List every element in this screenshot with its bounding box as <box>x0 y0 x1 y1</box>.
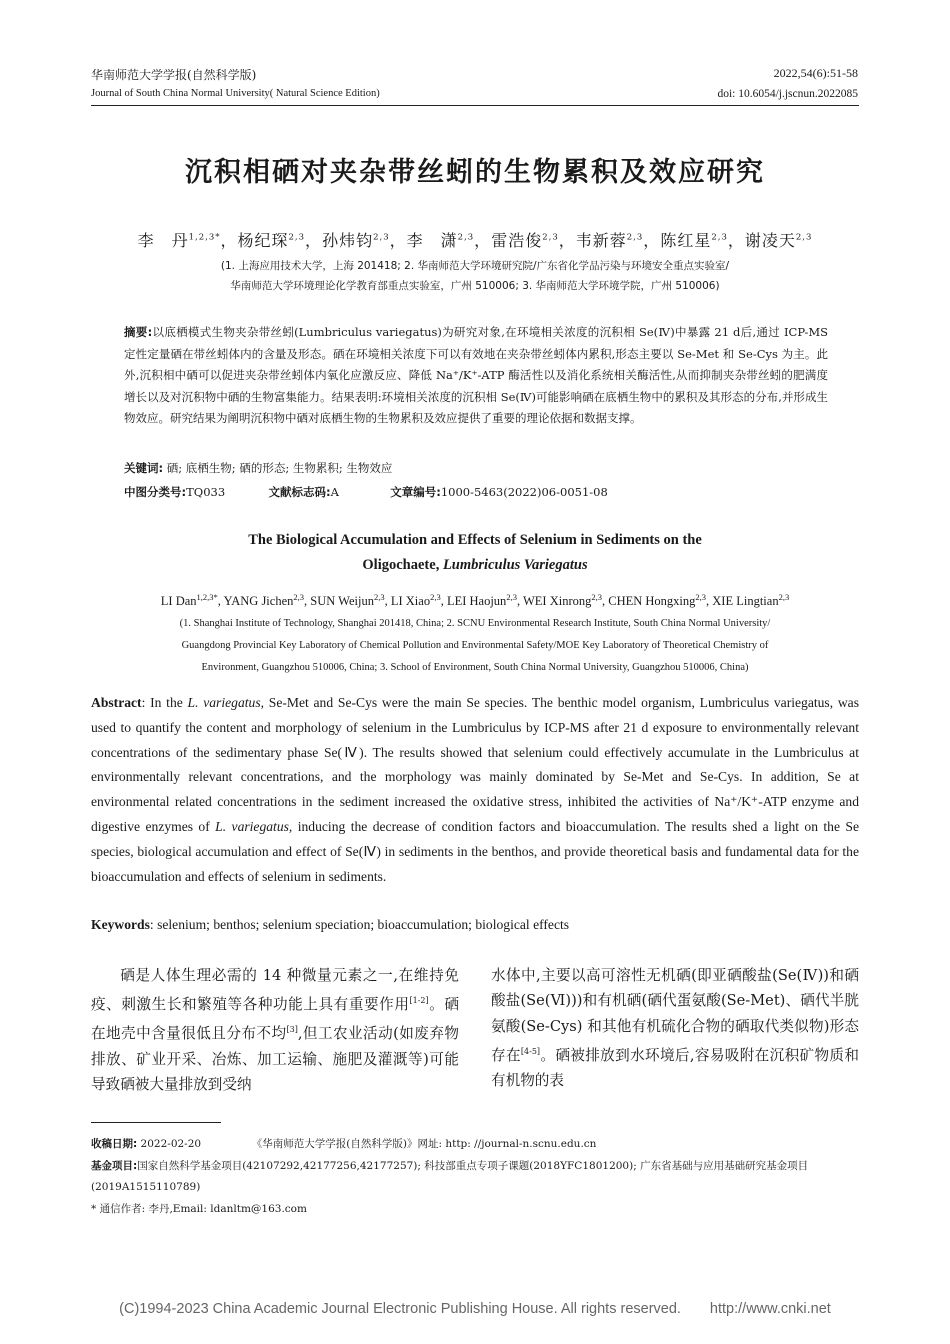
keywords-label-en: Keywords <box>91 917 150 932</box>
author-affil-sup: 2,3 <box>506 592 517 602</box>
affiliation-line: (1. 上海应用技术大学，上海 201418; 2. 华南师范大学环境研究院/广东省化学品污染与环境安全重点实验室/ <box>220 260 730 272</box>
author-affil-sup: 2,3 <box>457 232 475 243</box>
body-text: 水体中,主要以高可溶性无机硒(即亚硒酸盐(Se(Ⅳ))和硒酸盐(Se(Ⅵ)))和有机硒(硒代蛋氨酸(Se-Met)、硒代半胱氨酸(Se-Cys) 和其他有机硫化合物的硒取代类似物)形态存在 <box>491 967 859 1064</box>
author-affil-sup: 2,3 <box>293 592 305 602</box>
footnote-divider <box>91 1122 221 1123</box>
paper-title-cn: 沉积相硒对夹杂带丝蚓的生物累积及效应研究 <box>185 157 765 188</box>
author-affil-sup: 2,3 <box>778 592 790 602</box>
affiliation-line: 华南师范大学环境理论化学教育部重点实验室，广州 510006; 3. 华南师范大学环境学院，广州 510006) <box>230 280 720 292</box>
author-affil-sup: 2,3 <box>711 232 728 243</box>
abstract-en <box>91 691 859 889</box>
clc-label: 中图分类号: <box>124 485 187 499</box>
received-date <box>91 1134 859 1155</box>
author-affil-sup: 2,3 <box>695 592 707 602</box>
abstract-label-cn: 摘要: <box>124 325 153 339</box>
author-name: 陈红星 <box>660 231 712 250</box>
fund-text: 国家自然科学基金项目(42107292,42177256,42177257); 科技部重点专项子课题(2018YFC1801200); 广东省基础与应用基础研究基金项目(2019A1515110789) <box>91 1160 809 1193</box>
keywords-text-en: : selenium; benthos; selenium speciation; bioaccumulation; biological effects <box>149 917 570 932</box>
keywords-text-cn: 硒; 底栖生物; 硒的形态; 生物累积; 生物效应 <box>166 461 393 475</box>
abstract-text-en: : In the <box>141 695 188 710</box>
author-name-en: YANG Jichen <box>223 594 294 609</box>
keywords-cn <box>124 460 828 476</box>
author-name: 韦新蓉 <box>575 231 627 250</box>
author-list-cn: 李 丹$^{1,2,3*}$，杨纪琛$^{2,3}$，孙炜钧$^{2,3}$，李 潇$^{2,3}$，雷浩俊$^{2,3}$，韦新蓉$^{2,3}$，陈红星$^{2,3}$，谢凌天$^{2,3}$ <box>137 231 813 250</box>
article-no-value: 1000-5463(2022)06-0051-08 <box>440 485 608 499</box>
abstract-text-cn: 以底栖模式生物夹杂带丝蚓(Lumbriculus variegatus)为研究对象,在环境相关浓度的沉积相 Se(Ⅳ)中暴露 21 d后,通过 ICP-MS 定性定量硒在带丝蚓体内的含量及形态。硒在环境相关浓度下可以有效地在夹杂带丝蚓体内累积,形态主要以 Se-Met 和 Se-Cys 为主。此外,沉积相中硒可以促进夹杂带丝蚓体内氧化应激反应、降低 Na⁺/K⁺-ATP 酶活性以及消化系统相关酶活性,从而抑制夹杂带丝蚓的肥满度增长以及对沉积物中硒的生物富集能力。结果表明:环境相关浓度的沉积相 Se(Ⅳ)可能影响硒在底栖生物中的累积及其形态的分布,并形成生物效应。研究结果为阐明沉积物中硒对底栖生物的生物累积及效应提供了重要的理论依据和数据支撑。 <box>124 325 828 425</box>
citation: [3] <box>286 1025 298 1035</box>
author-name-en: LI Dan <box>160 594 197 609</box>
body-column-right <box>491 963 859 1093</box>
author-affil-sup: 2,3 <box>373 592 385 602</box>
author-name: 谢凌天 <box>744 231 796 250</box>
author-name: 李 丹 <box>137 231 189 250</box>
species-name: L. variegatus <box>215 818 289 834</box>
author-affil-sup: 2,3 <box>626 232 644 243</box>
citation: [4-5] <box>520 1046 541 1056</box>
author-affil-sup: 1,2,3* <box>188 232 221 243</box>
author-name: 李 潇 <box>406 231 458 250</box>
journal-website: 《华南师范大学学报(自然科学版)》网址: http: //journal-n.scnu.edu.cn <box>251 1138 597 1150</box>
author-affil-sup: 2,3 <box>373 232 390 243</box>
keywords-en <box>91 917 859 933</box>
article-no-label: 文章编号: <box>390 485 441 499</box>
author-name-en: SUN Weijun <box>310 594 374 609</box>
clc-value: TQ033 <box>186 485 226 499</box>
affiliations-en <box>0 613 950 679</box>
author-name-en: CHEN Hongxing <box>608 594 696 609</box>
species-name: L. variegatus <box>187 695 261 710</box>
doi: doi: 10.6054/j.jscnun.2022085 <box>717 88 858 100</box>
author-list-en: LI Dan$^{1,2,3*}$, YANG Jichen$^{2,3}$, SUN Weijun$^{2,3}$, LI Xiao$^{2,3}$, LEI Haojun$^{2,3}$, WEI Xinrong$^{2,3}$, CHEN Hongxing$^{2,3}$, XIE Lingtian$^{2,3}$ <box>160 592 790 609</box>
author-affil-sup: 2,3 <box>430 592 441 602</box>
title-en-line2a: Oligochaete, <box>362 557 440 573</box>
abstract-label-en: Abstract <box>91 695 142 710</box>
title-en-species: Lumbriculus Variegatus <box>442 557 588 573</box>
author-affil-sup: 2,3 <box>288 232 306 243</box>
abstract-text-en: , Se-Met and Se-Cys were the main Se species. The benthic model organism, Lumbriculus variegatus, was used to quantify the content and morphology of selenium in the Lumbriculus by ICP-MS after 21 d exposure to environmentally relevant concentrations of the sedimentary phase Se(Ⅳ). The results showed that selenium could effectively accumulate in the Lumbriculus at environmentally relevant concentrations, and the morphology was mainly dominated by Se-Met and Se-Cys. In addition, Se at environmental related concentrations in the sediment increased the oxidative stress, inhibited the activities of Na⁺/K⁺-ATP enzyme and digestive enzymes of <box>91 695 860 834</box>
author-name: 雷浩俊 <box>491 231 543 250</box>
body-text: 。硒被排放到水环境后,容易吸附在沉积矿物质和有机物的表 <box>491 1046 859 1090</box>
abstract-cn <box>124 322 828 430</box>
author-name-en: LEI Haojun <box>446 594 507 609</box>
corresponding-author: * 通信作者: 李丹,Email: ldanltm@163.com <box>91 1203 307 1215</box>
doc-code-label: 文献标志码: <box>268 485 331 499</box>
affiliations-cn <box>0 256 950 296</box>
received-label: 收稿日期: <box>91 1138 138 1150</box>
citation: [1-2] <box>409 996 429 1006</box>
fund-label: 基金项目: <box>91 1160 138 1172</box>
classification-cn <box>124 484 828 500</box>
body-text: ,但工农业活动(如废弃物排放、矿业开采、冶炼、加工运输、施肥及灌溉等)可能导致硒被大量排放到受纳 <box>91 1025 459 1093</box>
affiliation-line: (1. Shanghai Institute of Technology, Shanghai 201418, China; 2. SCNU Environmental Research Institute, South China Normal University/ <box>179 618 771 629</box>
author-name-en: WEI Xinrong <box>522 594 592 609</box>
abstract-text-en: , inducing the decrease of condition factors and bioaccumulation. The results shed a light on the Se species, biological accumulation and effect of Se(Ⅳ) in sediments in the benthos, and provide theoretical basis and fundamental data for the bioaccumulation and effects of selenium in sediments. <box>91 818 860 884</box>
fund-info <box>91 1156 859 1198</box>
body-text: 硒是人体生理必需的 14 种微量元素之一,在维持免疫、刺激生长和繁殖等各种功能上具有重要作用 <box>91 967 459 1014</box>
volume-pages: 2022,54(6):51-58 <box>773 66 858 80</box>
doc-code-value: A <box>330 485 339 499</box>
affiliation-line: Guangdong Provincial Key Laboratory of Chemical Pollution and Environmental Safety/MOE Key Laboratory of Theoretical Chemistry of <box>181 640 769 651</box>
author-name-en: LI Xiao <box>390 594 431 609</box>
body-text: 。硒在地壳中含量很低且分布不均 <box>91 996 459 1043</box>
author-affil-sup: 1,2,3* <box>196 592 218 602</box>
keywords-label-cn: 关键词: <box>124 461 164 475</box>
journal-title-cn: 华南师范大学学报(自然科学版) <box>91 68 257 82</box>
author-name-en: XIE Lingtian <box>712 594 779 609</box>
received-value: 2022-02-20 <box>140 1138 202 1150</box>
title-en-line1: The Biological Accumulation and Effects of Selenium in Sediments on the <box>248 532 702 548</box>
author-affil-sup: 2,3 <box>542 232 559 243</box>
author-affil-sup: 2,3 <box>591 592 602 602</box>
body-column-left <box>91 963 459 1097</box>
author-affil-sup: 2,3 <box>795 232 813 243</box>
journal-title-en: Journal of South China Normal University( Natural Science Edition) <box>91 88 380 99</box>
paper-title-en <box>0 528 950 578</box>
header-divider <box>91 105 859 106</box>
copyright-line: (C)1994-2023 China Academic Journal Electronic Publishing House. All rights reserved. http://www.cnki.net <box>119 1301 831 1317</box>
affiliation-line: Environment, Guangzhou 510006, China; 3. School of Environment, South China Normal University, Guangzhou 510006, China) <box>201 662 749 673</box>
author-name: 杨纪琛 <box>237 231 289 250</box>
author-name: 孙炜钧 <box>322 231 374 250</box>
